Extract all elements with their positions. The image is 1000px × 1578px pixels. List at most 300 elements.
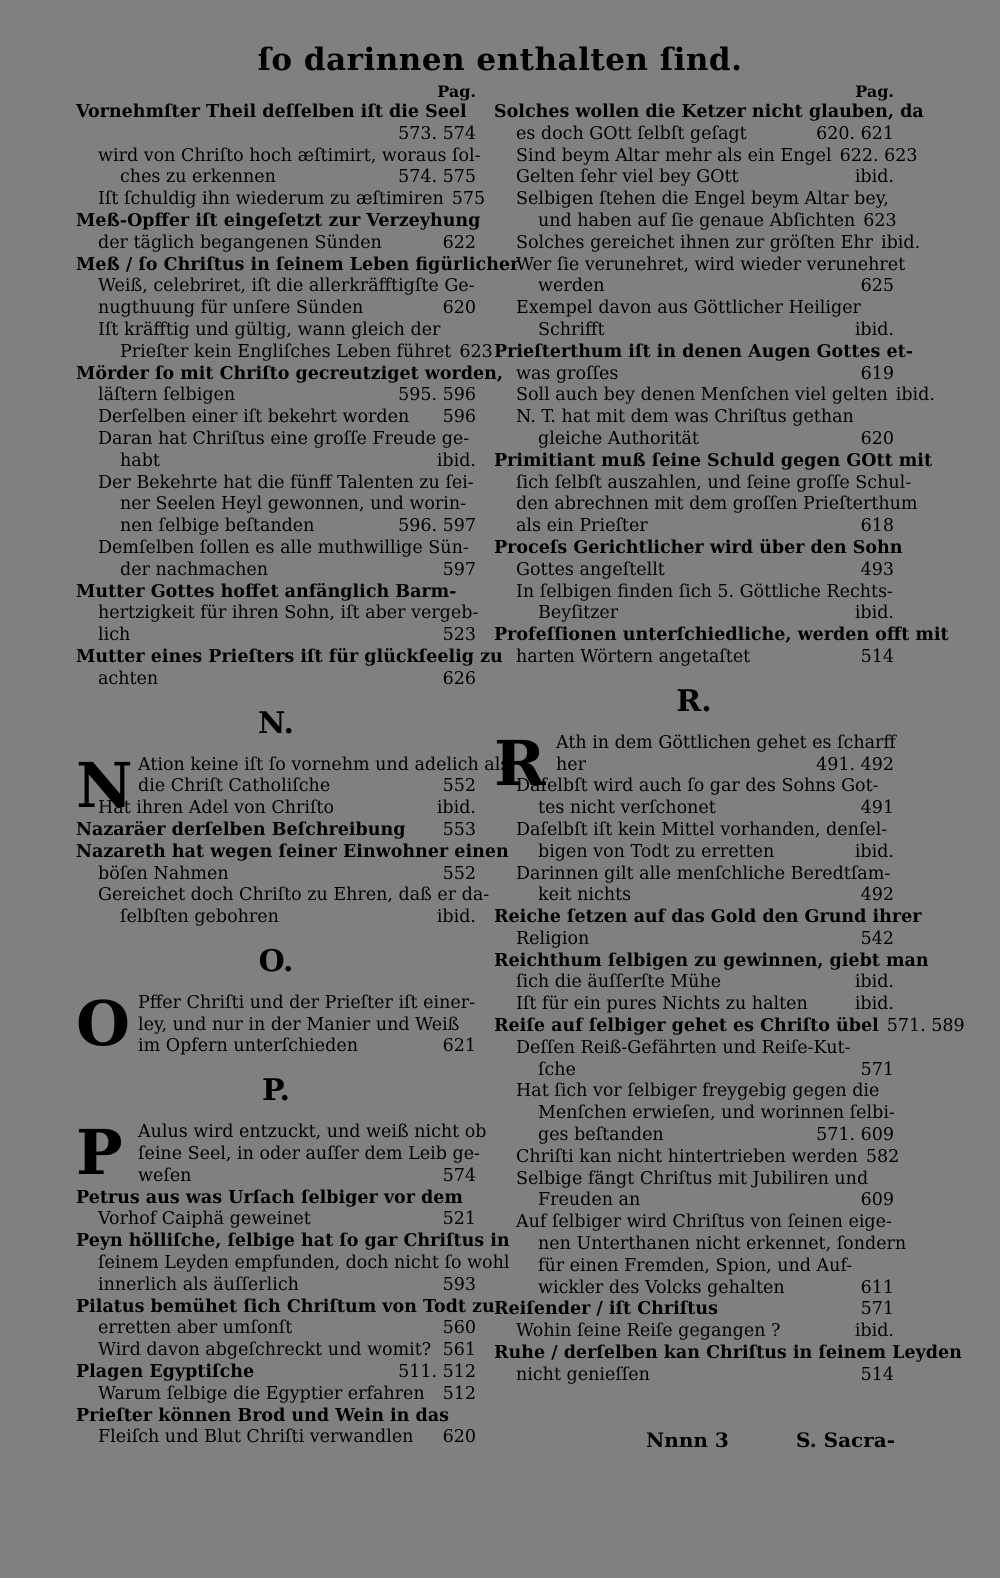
entry-line (494, 907, 922, 929)
entry-text: Daran hat Chriſtus eine groſſe Freude ge- (98, 428, 470, 449)
page-reference: 609 (860, 1190, 894, 1211)
index-entry (76, 1296, 495, 1341)
index-entry (494, 820, 894, 864)
right-column (494, 82, 965, 1387)
entry-line (494, 1016, 965, 1038)
page-reference: 595. 596 (398, 385, 476, 406)
entry-text: ſich die äuſſerſte Mühe (516, 972, 722, 993)
entry-line (76, 276, 476, 298)
index-entry (494, 582, 894, 626)
entry-line (98, 560, 476, 582)
entry-text: Aulus wird entzuckt, und weiß nicht ob (138, 1122, 487, 1143)
page-reference (481, 146, 489, 168)
entry-line (98, 320, 476, 342)
entry-line (76, 993, 476, 1015)
page-reference (480, 211, 488, 233)
index-entry (494, 994, 894, 1016)
entry-text: Hat ſich vor ſelbiger freygebig gegen die (516, 1081, 880, 1102)
entry-line (76, 754, 510, 777)
index-entry (494, 1212, 907, 1299)
entry-text: bigen von Todt zu erretten (538, 841, 775, 862)
page-reference: 571 (860, 1059, 894, 1080)
entry-text: Solches wollen die Ketzer nicht glauben, da (494, 102, 924, 122)
entry-line (516, 820, 894, 842)
page-reference (895, 1103, 903, 1125)
entry-text: hertzigkeit für ihren Sohn, iſt aber vergeb- (98, 603, 479, 624)
page-reference: 491 (860, 798, 894, 819)
index-entry (76, 189, 486, 211)
page-reference: 571. 589 (886, 1016, 965, 1037)
entry-line (494, 755, 894, 777)
entry-text: Ath in dem Göttlichen gehet es ſcharff (556, 732, 896, 753)
index-entry (76, 820, 476, 842)
initial-p: P (76, 1116, 123, 1190)
entry-line (516, 582, 894, 604)
entry-line (76, 124, 476, 146)
entry-line (494, 472, 912, 495)
index-entry (76, 1116, 487, 1190)
entry-line (494, 929, 894, 951)
section-letter-r: R. (676, 683, 712, 719)
page-reference (906, 1234, 914, 1256)
index-entry (494, 907, 922, 951)
entry-text: Solches gereichet ihnen zur gröſten Ehr (516, 232, 873, 253)
index-entry (494, 1169, 894, 1213)
entry-text: böſen Nahmen (98, 863, 229, 884)
entry-text: Daſelbſt wird auch ſo gar des Sohns Got- (516, 776, 879, 797)
entry-line (516, 1169, 894, 1191)
entry-text: wickler des Volcks gehalten (538, 1277, 785, 1298)
page-reference (929, 951, 937, 973)
page-reference (949, 625, 957, 647)
index-entry (494, 1081, 894, 1146)
entry-text: In ſelbigen finden ſich 5. Göttliche Rechts- (516, 581, 893, 602)
page-reference: 593 (442, 1274, 476, 1295)
entry-line (516, 1125, 894, 1147)
index-entry (494, 102, 924, 146)
index-entry (494, 1038, 894, 1082)
page-reference: 618 (860, 516, 894, 537)
n-block (76, 748, 510, 929)
entry-text: Meß-Opffer iſt eingeſetzt zur Verzeyhung (76, 210, 481, 231)
page-reference (887, 820, 895, 842)
index-entry (494, 298, 894, 342)
entry-line (516, 1081, 894, 1103)
page-reference: ibid. (436, 450, 476, 471)
index-entry (76, 319, 493, 364)
page-reference: 523 (442, 625, 476, 646)
entry-text: Mörder ſo mit Chriſto gecreutziget worden, (76, 363, 503, 384)
page-reference (962, 1343, 970, 1365)
entry-text: Derſelben einer iſt bekehrt worden (98, 407, 410, 428)
page-reference (932, 451, 940, 473)
entry-text: der nachmachen (120, 559, 268, 580)
entry-text: Religion (516, 928, 590, 949)
entry-line (76, 1275, 476, 1297)
entry-text: Schrifft (538, 319, 605, 340)
index-entry (76, 1406, 476, 1450)
page-reference: 582 (865, 1146, 900, 1167)
page-reference (468, 102, 476, 124)
entry-line (494, 625, 949, 647)
entry-text: Darinnen gilt alle menſchliche Beredtſam- (516, 863, 891, 884)
page-reference: 620 (442, 1427, 476, 1448)
page-reference (892, 1212, 900, 1234)
page-reference (924, 102, 932, 124)
entry-line (516, 776, 894, 798)
page-reference: ibid. (880, 232, 921, 253)
index-entry (76, 254, 520, 320)
entry-line (76, 1296, 495, 1319)
entry-line (494, 950, 929, 973)
entry-text: den abrechnen mit dem groſſen Prieſterthum (516, 494, 918, 515)
o-block (76, 986, 476, 1060)
page-reference: 573. 574 (398, 123, 476, 144)
entry-text: gleiche Authorität (538, 428, 699, 449)
section-letter-o: O. (258, 943, 294, 979)
page-reference: 596 (442, 407, 476, 428)
entry-text: Iſt für ein pures Nichts zu halten (516, 994, 808, 1015)
entry-line (516, 232, 921, 255)
entry-line (494, 647, 894, 669)
index-entry (494, 1343, 962, 1387)
entry-text: erretten aber umſonſt (98, 1318, 293, 1339)
index-entry (76, 754, 510, 799)
entry-line (76, 1253, 510, 1275)
entry-text: achten (98, 668, 159, 689)
page-reference (480, 1144, 488, 1166)
page-reference (468, 1015, 476, 1037)
entry-text: Reiſe auf ſelbiger gehet es Chriſto übel (494, 1016, 879, 1037)
index-entry (494, 950, 929, 995)
entry-line (76, 1231, 510, 1253)
entry-line (494, 494, 918, 516)
entry-line (494, 1365, 894, 1387)
index-entry (76, 1340, 476, 1362)
entry-line (76, 102, 476, 124)
page-reference: 620. 621 (816, 123, 894, 144)
page-reference (921, 907, 929, 929)
entry-text: lich (98, 625, 131, 646)
entry-text: Mutter Gottes hoffet anfänglich Barm- (76, 581, 457, 602)
entry-line (76, 1427, 476, 1449)
entry-text: Primitiant muß ſeine Schuld gegen GOtt mit (494, 450, 933, 471)
entry-line (76, 210, 481, 233)
page-reference: 560 (442, 1318, 476, 1339)
entry-line (98, 145, 481, 168)
entry-text: Proceſs Gerichtlicher wird über den Sohn (494, 537, 903, 558)
entry-text: Daſelbſt iſt kein Mittel vorhanden, denſel- (516, 819, 888, 840)
index-entry (76, 407, 476, 429)
page-reference: 553 (442, 819, 476, 840)
page-reference: 626 (442, 668, 476, 689)
left-p-entries (76, 1116, 510, 1449)
entry-line (76, 1406, 476, 1428)
signature-mark: Nnnn 3 (646, 1428, 729, 1452)
index-entry (494, 1299, 894, 1321)
index-entry (494, 167, 894, 189)
page-reference: 521 (442, 1209, 476, 1230)
entry-line (516, 1321, 894, 1343)
page-reference: 596. 597 (398, 516, 476, 537)
page-reference: 571. 609 (816, 1125, 894, 1146)
index-entry (494, 189, 897, 233)
entry-text: keit nichts (538, 885, 632, 906)
index-entry (494, 1146, 900, 1169)
entry-text: Beyſitzer (538, 603, 619, 624)
entry-text: Wird davon abgeſchreckt und womit? (98, 1340, 432, 1361)
page-reference: ibid. (854, 841, 894, 862)
index-entry (494, 232, 921, 255)
entry-line (516, 429, 894, 451)
right-r-entries (494, 726, 965, 1387)
index-entry (76, 145, 481, 190)
page-reference: 623 (459, 341, 493, 362)
index-entry (76, 473, 476, 538)
entry-line (516, 1234, 907, 1256)
entry-line (516, 320, 894, 342)
entry-line (98, 451, 476, 473)
page-reference (886, 1081, 894, 1103)
entry-text: im Opfern unterſchieden (138, 1036, 358, 1057)
index-entry (76, 538, 476, 582)
entry-line (76, 582, 476, 604)
page-reference (468, 1188, 476, 1210)
page-reference: 574. 575 (398, 167, 476, 188)
entry-text: ſeinem Leyden empfunden, doch nicht ſo wohl (98, 1253, 510, 1274)
page-reference: ibid. (895, 385, 935, 406)
page-reference (468, 494, 476, 516)
catchword: S. Sacra- (796, 1428, 896, 1452)
entry-text: Ation keine iſt ſo vornehm und adelich als (138, 754, 510, 775)
entry-line (516, 167, 894, 189)
page-reference: 597 (442, 559, 476, 580)
entry-line (98, 167, 476, 189)
page-reference (890, 864, 898, 886)
page-reference (911, 473, 919, 495)
entry-text: Gereichet doch Chriſto zu Ehren, daß er da- (98, 885, 490, 906)
pag-label-left: Pag. (437, 82, 476, 101)
entry-text: Soll auch bey denen Menſchen viel gelten (516, 385, 888, 406)
entry-text: Freuden an (538, 1190, 641, 1211)
entry-text: Prieſterthum iſt in denen Augen Gottes et- (494, 341, 913, 362)
index-entry (494, 1016, 965, 1038)
index-entry (494, 537, 903, 582)
entry-text: ſeine Seel, in oder auſſer dem Leib ge- (138, 1144, 480, 1165)
entry-line (76, 603, 479, 625)
entry-text: nicht genieſſen (516, 1364, 650, 1385)
entry-line (76, 1144, 480, 1166)
pag-label-right: Pag. (855, 82, 894, 101)
page-reference (913, 342, 921, 364)
entry-line (76, 1188, 476, 1210)
entry-text: habt (120, 450, 160, 471)
page-reference: ibid. (436, 907, 476, 928)
entry-line (494, 1343, 962, 1365)
page-reference (889, 189, 897, 211)
entry-text: und haben auf ſie genaue Abſichten (538, 210, 856, 231)
entry-line (494, 102, 924, 124)
index-entry (494, 733, 894, 777)
page-reference (902, 538, 910, 560)
entry-line (494, 560, 894, 582)
entry-line (516, 864, 894, 886)
entry-line (98, 407, 476, 429)
entry-text: was groſſes (516, 363, 619, 384)
entry-line (76, 363, 503, 386)
entry-line (494, 537, 903, 560)
entry-line (98, 1340, 476, 1362)
initial-o: O (76, 986, 131, 1060)
entry-text: wird von Chriſto hoch æſtimirt, woraus ſol- (98, 145, 481, 166)
page-reference: 492 (860, 885, 894, 906)
index-entry (494, 625, 949, 669)
page-reference: 620 (860, 428, 894, 449)
entry-line (494, 341, 913, 364)
entry-text: ley, und nur in der Manier und Weiß (138, 1014, 460, 1035)
index-entry (494, 385, 935, 407)
entry-text: nen ſelbige beſtanden (120, 516, 315, 537)
entry-text: Chriſti kan nicht hintertrieben werden (516, 1146, 858, 1167)
entry-text: Selbigen ſtehen die Engel beym Altar bey, (516, 189, 889, 210)
page-reference (886, 1256, 894, 1278)
entry-line (76, 625, 476, 647)
entry-text: Deſſen Reiß-Gefährten und Reiſe-Kut- (516, 1037, 851, 1058)
entry-text: Auf ſelbiger wird Chriſtus von ſeinen eige- (516, 1212, 892, 1233)
entry-text: werden (538, 276, 605, 297)
entry-line (76, 669, 476, 691)
initial-n: N (76, 748, 133, 822)
entry-line (98, 1384, 476, 1406)
entry-line (494, 364, 894, 386)
entry-line (516, 1212, 894, 1234)
entry-text: Peyn hölliſche, ſelbige hat ſo gar Chriſtus in (76, 1231, 510, 1252)
page-reference (893, 582, 901, 604)
entry-line (76, 1318, 476, 1340)
entry-text: Prieſter kein Engliſches Leben führet (120, 341, 452, 362)
entry-line (76, 1036, 476, 1058)
entry-line (494, 516, 894, 538)
entry-text: ſche (538, 1059, 576, 1080)
entry-text: Prieſter können Brod und Wein in das (76, 1405, 449, 1426)
index-entry (76, 1384, 476, 1406)
page-reference (886, 298, 894, 320)
entry-line (516, 385, 935, 407)
entry-line (516, 210, 897, 233)
page-reference: 574 (442, 1165, 476, 1186)
entry-line (494, 1299, 894, 1321)
entry-text: nugthuung für unſere Sünden (98, 298, 364, 319)
left-o-entries (76, 986, 476, 1060)
index-entry (494, 864, 894, 908)
entry-line (98, 907, 476, 929)
page-reference: 561 (442, 1340, 476, 1361)
entry-line (98, 429, 476, 451)
entry-text: Der Bekehrte hat die fünff Talenten zu ſei- (98, 472, 474, 493)
page-reference (886, 1038, 894, 1060)
page-reference: 493 (860, 559, 894, 580)
entry-line (98, 885, 490, 907)
entry-text: läſtern ſelbigen (98, 385, 236, 406)
entry-text: Weiß, celebriret, iſt die allerkräfftigſte Ge- (98, 276, 475, 297)
index-entry (76, 102, 476, 146)
entry-text: her (556, 754, 586, 775)
page-reference: 621 (442, 1036, 476, 1057)
entry-text: Iſt kräfftig und gültig, wann gleich der (98, 319, 441, 340)
entry-line (76, 646, 503, 669)
index-entry (76, 210, 481, 255)
entry-line (98, 189, 486, 211)
entry-text: Exempel davon aus Göttlicher Heiliger (516, 298, 861, 319)
entry-line (76, 820, 476, 842)
entry-text: Reiſender / iſt Chriſtus (494, 1299, 718, 1320)
page-reference: ibid. (436, 798, 476, 819)
entry-line (516, 842, 894, 864)
entry-text: ſelbſten gebohren (120, 907, 279, 928)
index-entry (76, 798, 476, 820)
entry-text: ges beſtanden (538, 1125, 664, 1146)
page-reference: 552 (442, 863, 476, 884)
entry-text: die Chriſt Catholiſche (138, 776, 331, 797)
entry-line (516, 1060, 894, 1082)
entry-text: Warum ſelbige die Egyptier erfahren (98, 1383, 425, 1404)
index-entry (76, 429, 476, 473)
entry-text: Mutter eines Prieſters iſt für glückſeelig zu (76, 646, 503, 667)
entry-line (516, 885, 894, 907)
section-letter-p: P. (261, 1073, 291, 1109)
entry-text: Ruhe / derſelben kan Chriſtus in ſeinem Leyden (494, 1343, 962, 1364)
entry-line (516, 994, 894, 1016)
page-reference: 511. 512 (398, 1362, 476, 1383)
entry-line (76, 864, 476, 886)
entry-line (98, 494, 476, 516)
page-reference (886, 407, 894, 429)
entry-line (516, 1038, 894, 1060)
index-entry (494, 254, 906, 299)
page-reference: ibid. (854, 972, 894, 993)
entry-text: tes nicht verſchonet (538, 798, 716, 819)
page-reference: 542 (860, 928, 894, 949)
entry-text: es doch GOtt ſelbſt geſagt (516, 123, 747, 144)
entry-line (516, 189, 894, 211)
entry-line (76, 776, 476, 798)
entry-text: innerlich als äuſſerlich (98, 1274, 299, 1295)
entry-text: Iſt ſchuldig ihn wiederum zu æſtimiren (98, 189, 444, 210)
entry-text: Wer ſie verunehret, wird wieder verunehret (516, 254, 906, 275)
entry-line (76, 1015, 476, 1037)
entry-text: weſen (138, 1165, 192, 1186)
index-entry (494, 450, 933, 538)
index-entry (76, 841, 509, 886)
index-entry (76, 1188, 476, 1232)
index-entry (494, 776, 894, 820)
entry-line (76, 1166, 476, 1188)
entry-text: Pilatus bemühet ſich Chriſtum von Todt zu (76, 1296, 495, 1317)
entry-text: Profeſſionen unterſchiedliche, werden offt mit (494, 625, 949, 646)
entry-text: Plagen Egyptiſche (76, 1362, 255, 1383)
entry-text: Sind beym Altar mehr als ein Engel (516, 145, 832, 166)
entry-line (516, 276, 894, 298)
entry-text: Vornehmſter Theil deſſelben iſt die Seel (76, 102, 467, 122)
page-reference: 611 (860, 1277, 894, 1298)
entry-line (516, 1103, 894, 1125)
page-reference (905, 255, 913, 277)
entry-text: Vorhof Caiphä geweinet (98, 1209, 311, 1230)
section-letter-n: N. (258, 705, 294, 741)
left-n-entries (76, 748, 510, 929)
entry-line (76, 1209, 476, 1231)
page-reference: 625 (860, 276, 894, 297)
